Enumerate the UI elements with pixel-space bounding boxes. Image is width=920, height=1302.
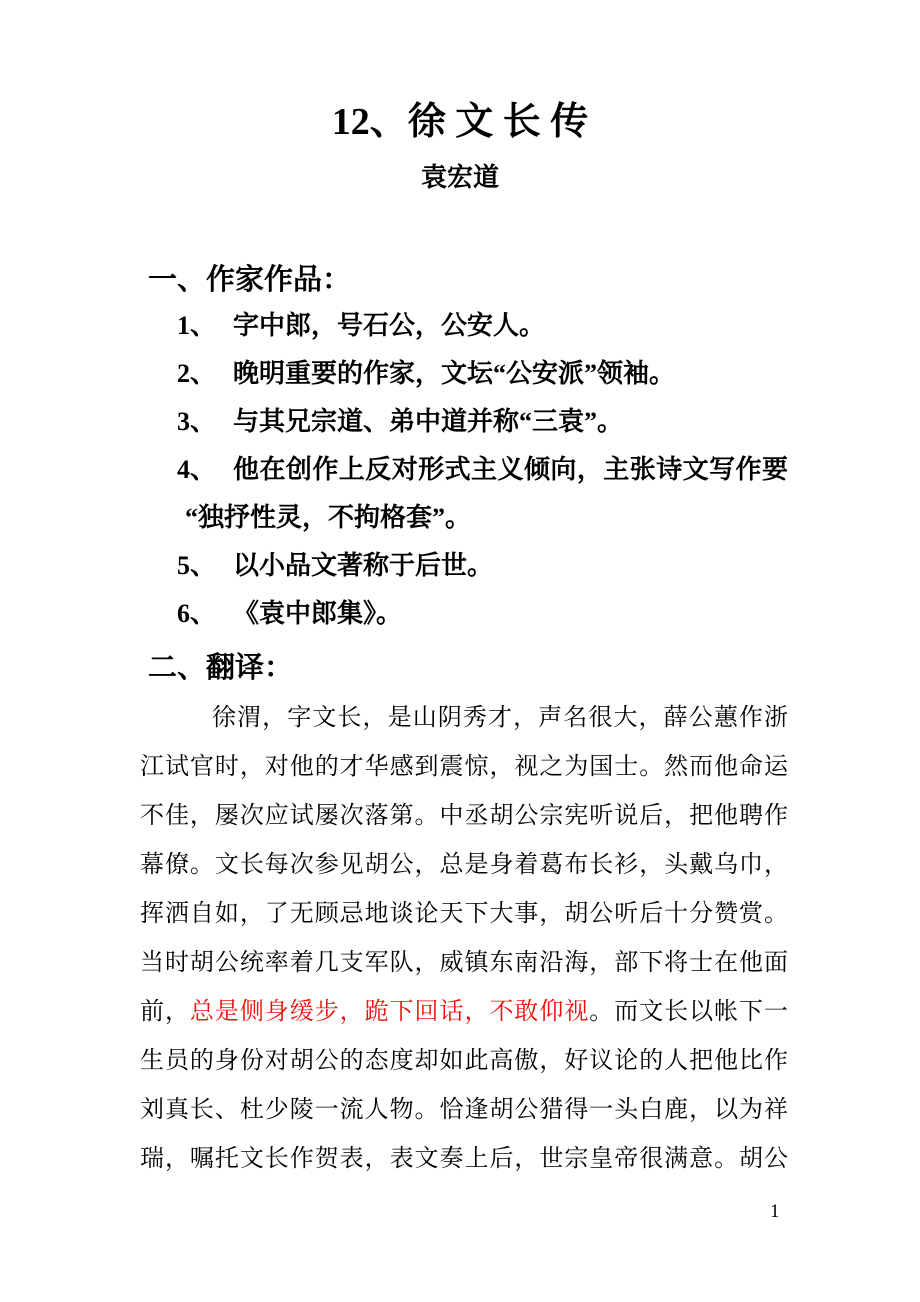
item-number: 2、 bbox=[177, 359, 217, 388]
item-text bbox=[185, 446, 788, 542]
section2-number: 二、 bbox=[148, 652, 207, 684]
item-text bbox=[233, 302, 788, 350]
document-title: 12、徐 文 长 传 bbox=[331, 101, 589, 143]
item-line: 《袁中郎集》。 bbox=[233, 599, 403, 628]
item-number: 1、 bbox=[177, 311, 217, 340]
author-name: 袁宏道 bbox=[420, 163, 499, 192]
translation-line bbox=[140, 1037, 788, 1086]
text-segment: 幕僚。文长每次参见胡公，总是身着葛布长衫，头戴乌巾， bbox=[140, 852, 788, 878]
translation-line bbox=[140, 841, 788, 890]
work-list-item bbox=[177, 398, 788, 446]
translation-line bbox=[140, 743, 788, 792]
section1-title: 作家作品： bbox=[206, 264, 352, 296]
work-list-item bbox=[177, 302, 788, 350]
item-number: 5、 bbox=[177, 551, 217, 580]
translation-paragraph bbox=[140, 694, 788, 1184]
work-list-item bbox=[177, 542, 788, 590]
translation-line bbox=[140, 1135, 788, 1184]
translation-line bbox=[140, 890, 788, 939]
item-number: 4、 bbox=[177, 455, 217, 484]
item-text bbox=[233, 590, 788, 638]
item-text bbox=[233, 542, 788, 590]
item-line: 与其兄宗道、弟中道并称“三袁”。 bbox=[233, 407, 624, 436]
translation-line bbox=[140, 694, 788, 743]
work-list-item bbox=[177, 590, 788, 638]
text-segment: 徐渭，字文长，是山阴秀才，声名很大，薛公蕙作浙 bbox=[212, 705, 788, 731]
section2-title: 翻译： bbox=[206, 652, 294, 684]
section1-heading bbox=[148, 258, 351, 302]
item-line: 以小品文著称于后世。 bbox=[233, 551, 494, 580]
work-list-item bbox=[177, 446, 788, 542]
section1-number: 一、 bbox=[148, 264, 207, 296]
text-segment: 不佳，屡次应试屡次落第。中丞胡公宗宪听说后，把他聘作 bbox=[140, 803, 788, 829]
text-segment: 生员的身份对胡公的态度却如此高傲，好议论的人把他比作 bbox=[140, 1048, 788, 1074]
text-segment: 挥洒自如，了无顾忌地谈论天下大事，胡公听后十分赞赏。 bbox=[140, 901, 788, 927]
item-text bbox=[233, 350, 788, 398]
text-segment: 江试官时，对他的才华感到震惊，视之为国士。然而他命运 bbox=[140, 754, 788, 780]
item-number: 6、 bbox=[177, 599, 217, 628]
item-number: 3、 bbox=[177, 407, 217, 436]
item-line: 晚明重要的作家，文坛“公安派”领袖。 bbox=[233, 359, 676, 388]
item-line: “独抒性灵，不拘格套”。 bbox=[185, 503, 472, 532]
text-segment: 。而文长以帐下一 bbox=[589, 999, 789, 1025]
translation-line bbox=[140, 988, 788, 1037]
author-works-list bbox=[177, 302, 788, 638]
text-segment: 当时胡公统率着几支军队，威镇东南沿海，部下将士在他面 bbox=[140, 950, 788, 976]
translation-line bbox=[140, 939, 788, 988]
translation-line bbox=[140, 1086, 788, 1135]
item-line: 他在创作上反对形式主义倾向，主张诗文写作要 bbox=[233, 455, 788, 484]
text-segment: 瑞，嘱托文长作贺表，表文奏上后，世宗皇帝很满意。胡公 bbox=[140, 1146, 788, 1172]
translation-line bbox=[140, 792, 788, 841]
section2-heading bbox=[148, 646, 293, 690]
page-number: 1 bbox=[770, 1201, 780, 1222]
item-line: 字中郎，号石公，公安人。 bbox=[233, 311, 546, 340]
highlighted-text: 总是侧身缓步，跪下回话，不敢仰视 bbox=[189, 999, 590, 1025]
text-segment: 刘真长、杜少陵一流人物。恰逢胡公猎得一头白鹿，以为祥 bbox=[140, 1097, 788, 1123]
work-list-item bbox=[177, 350, 788, 398]
item-text bbox=[233, 398, 788, 446]
text-segment: 前， bbox=[140, 999, 190, 1025]
